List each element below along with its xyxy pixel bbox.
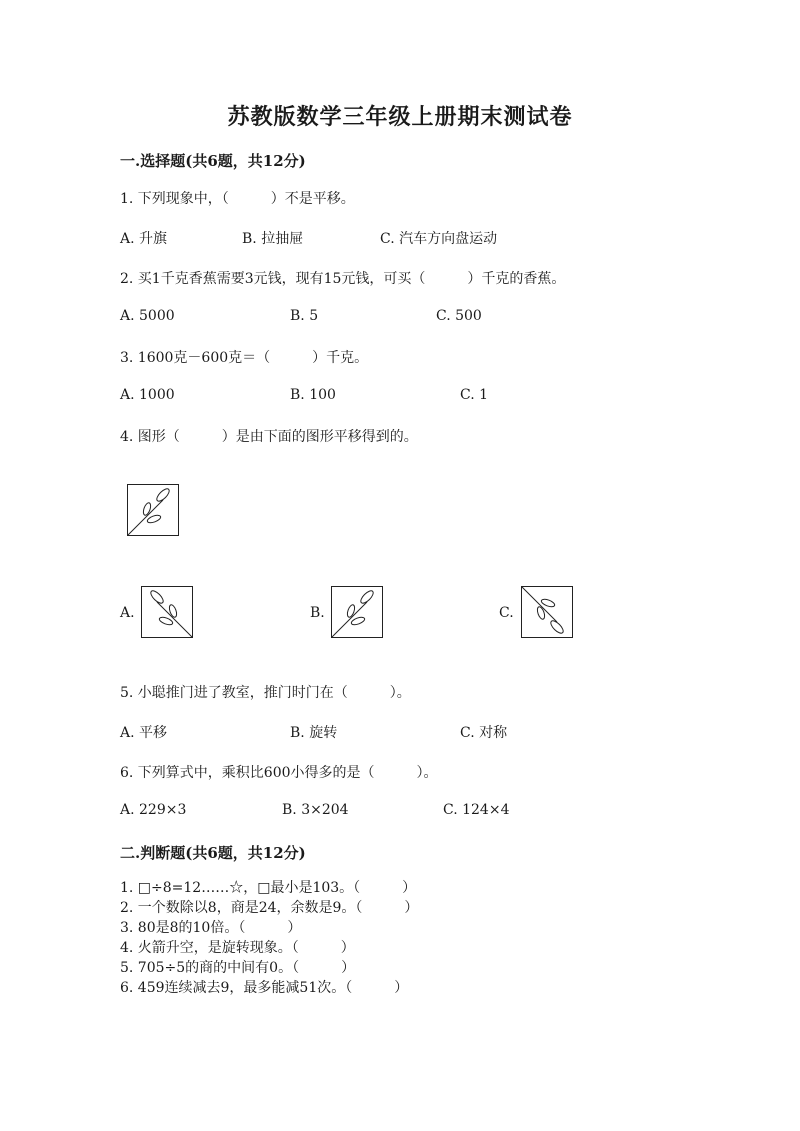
question-4: 4. 图形（ ）是由下面的图形平移得到的。 xyxy=(120,429,418,445)
q2-option-b[interactable]: B. 5 xyxy=(290,308,319,324)
q1-option-c[interactable]: C. 汽车方向盘运动 xyxy=(380,231,498,247)
q1-option-b[interactable]: B. 拉抽屉 xyxy=(242,231,304,247)
q1-option-a[interactable]: A. 升旗 xyxy=(120,231,168,247)
reference-leaf-figure xyxy=(127,484,179,536)
q2-option-a[interactable]: A. 5000 xyxy=(120,308,175,324)
judge-item-1: 1. □÷8=12……☆，□最小是103。（ ） xyxy=(120,880,417,896)
section-heading-choice: 一.选择题(共6题，共12分) xyxy=(120,152,306,170)
judge-item-4: 4. 火箭升空，是旋转现象。（ ） xyxy=(120,940,355,956)
question-3: 3. 1600克－600克＝（ ）千克。 xyxy=(120,350,369,366)
q4-option-a[interactable]: A. xyxy=(120,605,135,621)
page-title: 苏教版数学三年级上册期末测试卷 xyxy=(227,104,573,130)
judge-list xyxy=(120,878,418,998)
option-a-leaf-figure[interactable] xyxy=(141,586,193,638)
option-b-leaf-figure[interactable] xyxy=(331,586,383,638)
q6-option-b[interactable]: B. 3×204 xyxy=(282,802,349,818)
q3-option-b[interactable]: B. 100 xyxy=(290,387,336,403)
q5-option-c[interactable]: C. 对称 xyxy=(460,725,508,741)
question-5: 5. 小聪推门进了教室，推门时门在（ ）。 xyxy=(120,685,411,701)
q3-option-c[interactable]: C. 1 xyxy=(460,387,489,403)
q6-option-c[interactable]: C. 124×4 xyxy=(443,802,510,818)
section-heading-judge: 二.判断题(共6题，共12分) xyxy=(120,844,306,862)
q5-option-b[interactable]: B. 旋转 xyxy=(290,725,338,741)
question-2: 2. 买1千克香蕉需要3元钱，现有15元钱，可买（ ）千克的香蕉。 xyxy=(120,271,566,287)
q3-option-a[interactable]: A. 1000 xyxy=(120,387,175,403)
judge-item-2: 2. 一个数除以8，商是24，余数是9。（ ） xyxy=(120,900,419,916)
q6-option-a[interactable]: A. 229×3 xyxy=(120,802,187,818)
option-c-leaf-figure[interactable] xyxy=(521,586,573,638)
q2-option-c[interactable]: C. 500 xyxy=(436,308,482,324)
q4-option-c[interactable]: C. xyxy=(499,605,514,621)
question-1: 1. 下列现象中，（ ）不是平移。 xyxy=(120,191,355,207)
judge-item-3: 3. 80是8的10倍。（ ） xyxy=(120,920,302,936)
q4-option-b[interactable]: B. xyxy=(310,605,325,621)
q5-option-a[interactable]: A. 平移 xyxy=(120,725,168,741)
question-6: 6. 下列算式中，乘积比600小得多的是（ ）。 xyxy=(120,765,438,781)
judge-item-5: 5. 705÷5的商的中间有0。（ ） xyxy=(120,960,356,976)
judge-item-6: 6. 459连续减去9，最多能减51次。（ ） xyxy=(120,980,409,996)
